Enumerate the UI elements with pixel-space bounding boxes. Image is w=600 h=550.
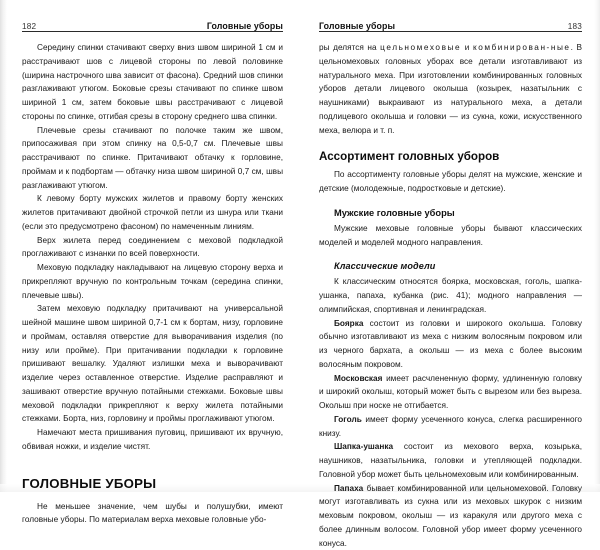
paragraph: Затем меховую подкладку притачивают на универсальной шейной машине швом шириной 0,7-1 см к бортам, низу, горловине и проймам, оставляя отверстие для выворачивания изделия (по низу или пройме). При притачивании подкладки к горловине пришивают вешалку. Удаляют излишки меха и выворачивают изделие через оставленное отверстие. Изделие расправляют и зашивают отверстие вручную потайными стежками. Боковые швы меховой подкладки прикрепляют к верху жилета потайными стежками. Борта, низ, горловину и проймы проглаживают утюгом. <box>22 302 283 426</box>
section-heading: Ассортимент головных уборов <box>319 150 582 163</box>
chapter-heading: ГОЛОВНЫЕ УБОРЫ <box>22 476 283 491</box>
left-page <box>0 0 300 492</box>
paragraph: Намечают места пришивания пуговиц, пришивают их вручную, обвивая ножки, и изделие чистят. <box>22 426 283 454</box>
paragraph: К классическим относятся боярка, московская, гоголь, шапка-ушанка, папаха, кубанка (рис. 41); модного направления — олимпийская, спортивная и ленинградская. <box>319 275 582 316</box>
paragraph: К левому борту мужских жилетов и правому борту женских жилетов притачивают двойной строчкой петли из шнура или ткани (если это предусмотрено фасоном) по намеченным линиям. <box>22 192 283 233</box>
term-paragraph <box>319 372 582 413</box>
paragraph: Мужские меховые головные уборы бывают классических моделей и моделей модного направления. <box>319 222 582 250</box>
continued-text-pre: ры делятся на <box>319 43 380 52</box>
term-lead: Боярка <box>334 319 363 328</box>
right-page-body <box>319 41 582 550</box>
continued-paragraph <box>319 41 582 137</box>
subsection-heading: Мужские головные уборы <box>319 208 582 218</box>
paragraph: Меховую подкладку накладывают на лицевую сторону верха и прикрепляют вручную по контрольным точкам (середина спинки, плечевые швы). <box>22 261 283 302</box>
subsubsection-heading: Классические модели <box>319 261 582 271</box>
right-page-running-head <box>319 18 582 32</box>
term-text: состоит из мехового верха, козырька, наушников, назатыльника, головки и утепляющей подкладки. Головной убор может быть цельномеховым или комбинированным. <box>319 442 582 479</box>
paragraph: Середину спинки стачивают сверху вниз швом шириной 1 см и расстрачивают шов с лицевой стороны по левой половинке (ширина настрочного шва зависит от фасона). Средний шов спинки разглаживают утюгом. Боковые срезы стачивают по спинке швом шириной 1 см, затем боковые швы расстрачивают с лицевой стороны по спинке, отгибая срезы в сторону среднего шва спинки. <box>22 41 283 124</box>
term-lead: Гоголь <box>334 415 362 424</box>
continued-text-mid: и <box>461 43 473 52</box>
letterspaced-term-b: комбинирован-ные <box>473 43 571 52</box>
paragraph: Не меньшее значение, чем шубы и полушубки, имеют головные уборы. По материалам верха меховые головные убо- <box>22 500 283 528</box>
right-page-folio: 183 <box>568 22 582 31</box>
term-text: имеет расчлененную форму, удлиненную головку и широкий околыш, который может быть с вырезом или без выреза. Околыш при носке не отгибается. <box>319 374 582 411</box>
term-lead: Шапка-ушанка <box>334 442 393 451</box>
right-page-running-title: Головные уборы <box>319 21 395 31</box>
paragraph: Плечевые срезы стачивают по полочке таким же швом, припосаживая при этом спинку на 0,5-0,7 см. Плечевые швы расстрачивают по спинке. Притачивают обтачку к горловине, проймам и к подбортам — обтачку низа швом шириной 0,7 см, швы разглаживают утюгом. <box>22 124 283 193</box>
term-text: бывает комбинированной или цельномеховой. Головку могут изготавливать из сукна или из меховых шкурок с низким меховым покровом, околыш — из каракуля или другого меха с более длинным волосом. Головной убор имеет форму усеченного конуса. <box>319 484 582 548</box>
term-paragraph <box>319 413 582 441</box>
left-page-running-title: Головные уборы <box>207 21 283 31</box>
letterspaced-term-a: цельномеховые <box>380 43 461 52</box>
continued-text-post: . В цельномеховых головных уборах все детали изготавливают из натурального меха. При изготовлении комбинированных головных уборов детали лицевого околыша (козырек, назатыльник с наушниками) выкраивают из натурального меха, а детали подлицевого околыша и головки — из сукна, кожи, искусственного меха, велюра и т. п. <box>319 43 582 135</box>
left-page-body <box>22 41 283 527</box>
term-paragraph <box>319 440 582 481</box>
left-page-folio: 182 <box>22 22 36 31</box>
left-page-running-head <box>22 18 283 32</box>
paragraph: Верх жилета перед соединением с меховой подкладкой проглаживают с изнанки по всей поверхности. <box>22 234 283 262</box>
right-page <box>300 0 600 492</box>
term-paragraph <box>319 317 582 372</box>
term-text: состоит из головки и широкого околыша. Головку обычно изготавливают из меха с низким волосяным покровом или из черного бархата, а околыш — из меха с более высоким волосяным покровом. <box>319 319 582 369</box>
term-text: имеет форму усеченного конуса, слегка расширенного книзу. <box>319 415 582 438</box>
term-lead: Московская <box>334 374 382 383</box>
paragraph: По ассортименту головные уборы делят на мужские, женские и детские (молодежные, подростковые и детские). <box>319 168 582 196</box>
term-lead: Папаха <box>334 484 363 493</box>
